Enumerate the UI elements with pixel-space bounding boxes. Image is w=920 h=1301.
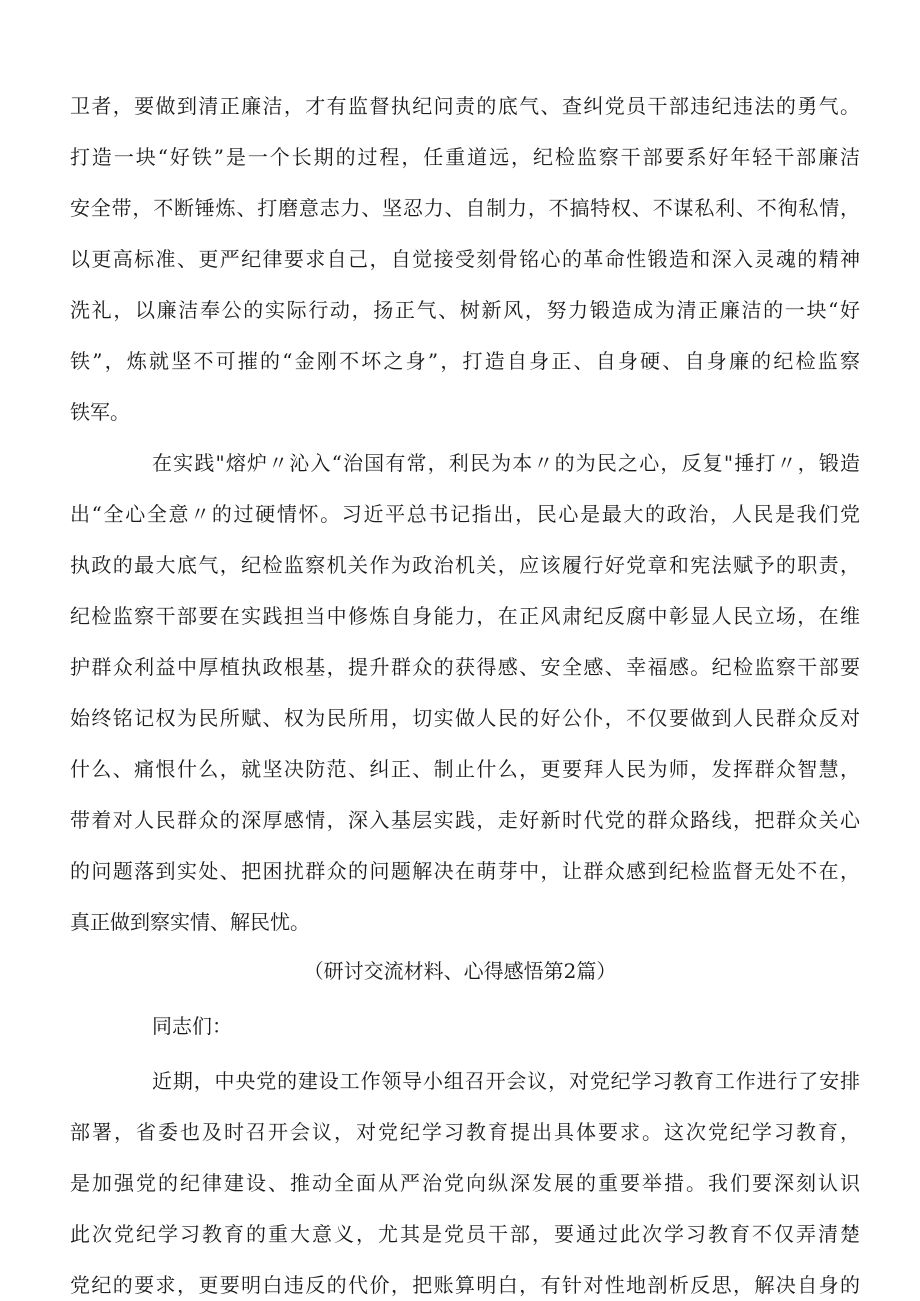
text-line: 在实践"熔炉〃沁入“治国有常，利民为本〃的为民之心，反复"捶打〃，锻造 [152, 451, 860, 475]
text-line: 安全带，不断锤炼、打磨意志力、坚忍力、自制力，不搞特权、不谋私利、不徇私情， [70, 196, 860, 220]
text-line: 此次党纪学习教育的重大意义，尤其是党员干部，要通过此次学习教育不仅弄清楚 [70, 1222, 860, 1246]
text-line: 护群众利益中厚植执政根基，提升群众的获得感、安全感、幸福感。纪检监察干部要 [70, 655, 860, 679]
salutation: 同志们： [152, 1014, 232, 1038]
text-line: 什么、痛恨什么，就坚决防范、纠正、制止什么，更要拜人民为师，发挥群众智慧， [70, 757, 860, 781]
text-line: 卫者，要做到清正廉洁，才有监督执纪问责的底气、查纠党员干部违纪违法的勇气。 [70, 94, 860, 118]
text-line: 纪检监察干部要在实践担当中修炼自身能力，在正风肃纪反腐中彰显人民立场，在维 [70, 604, 860, 628]
text-line: 带着对人民群众的深厚感情，深入基层实践，走好新时代党的群众路线，把群众关心 [70, 808, 860, 832]
text-line: 铁军。 [70, 400, 130, 424]
text-line: 近期，中央党的建设工作领导小组召开会议，对党纪学习教育工作进行了安排 [152, 1069, 860, 1093]
text-line: 党纪的要求，更要明白违反的代价，把账算明白，有针对性地剖析反思，解决自身的 [70, 1273, 860, 1297]
section-title: （研讨交流材料、心得感悟第2篇） [303, 959, 617, 983]
text-line: 洗礼，以廉洁奉公的实际行动，扬正气、树新风，努力锻造成为清正廉洁的一块“好 [70, 298, 860, 322]
text-line: 打造一块“好铁”是一个长期的过程，任重道远，纪检监察干部要系好年轻干部廉洁 [70, 145, 860, 169]
text-line: 部署，省委也及时召开会议，对党纪学习教育提出具体要求。这次党纪学习教育， [70, 1120, 860, 1144]
text-line: 执政的最大底气，纪检监察机关作为政治机关，应该履行好党章和宪法赋予的职责， [70, 553, 860, 577]
text-line: 是加强党的纪律建设、推动全面从严治党向纵深发展的重要举措。我们要深刻认识 [70, 1171, 860, 1195]
text-line: 出“全心全意〃的过硬情怀。习近平总书记指出，民心是最大的政治，人民是我们党 [70, 502, 860, 526]
text-line: 始终铭记权为民所赋、权为民所用，切实做人民的好公仆，不仅要做到人民群众反对 [70, 706, 860, 730]
text-line: 的问题落到实处、把困扰群众的问题解决在萌芽中，让群众感到纪检监督无处不在， [70, 859, 860, 883]
text-line: 以更高标准、更严纪律要求自己，自觉接受刻骨铭心的革命性锻造和深入灵魂的精神 [70, 247, 860, 271]
text-line: 铁”，炼就坚不可摧的“金刚不坏之身”，打造自身正、自身硬、自身廉的纪检监察 [70, 349, 860, 373]
text-line: 真正做到察实情、解民忧。 [70, 910, 310, 934]
